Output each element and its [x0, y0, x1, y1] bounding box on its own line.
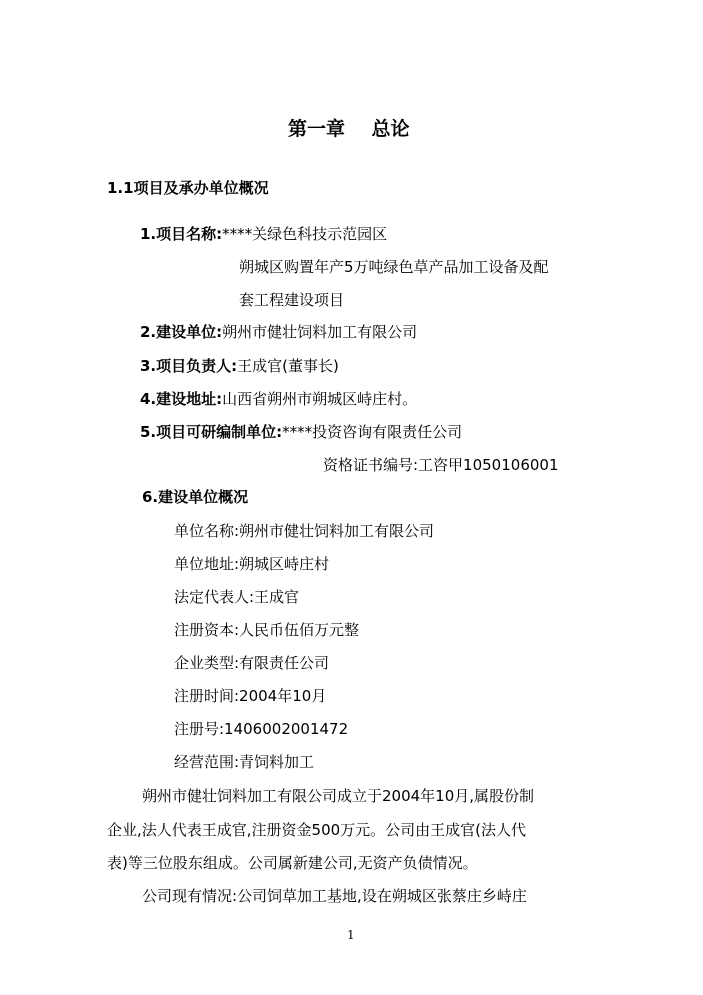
compiler-label: 5.项目可研编制单位: [140, 423, 283, 441]
address-row [140, 389, 417, 409]
address-label: 4.建设地址: [140, 390, 223, 408]
builder-row [140, 322, 417, 342]
page-number: 1 [347, 928, 355, 942]
address-value: 山西省朔州市朔城区峙庄村。 [222, 390, 418, 408]
leader-value: 王成官(董事长) [237, 357, 339, 375]
overview-item: 单位地址:朔城区峙庄村 [174, 555, 330, 573]
certificate-number: 资格证书编号:工咨甲1050106001 [323, 456, 559, 474]
project-name-value: ****关绿色科技示范园区 [222, 225, 388, 243]
paragraph-line: 企业,法人代表王成官,注册资金500万元。公司由王成官(法人代 [107, 821, 527, 839]
leader-label: 3.项目负责人: [140, 357, 238, 375]
project-name-label: 1.项目名称: [140, 225, 223, 243]
paragraph-line: 公司现有情况:公司饲草加工基地,设在朔城区张蔡庄乡峙庄 [142, 887, 527, 905]
compiler-row [140, 422, 462, 442]
builder-value: 朔州市健壮饲料加工有限公司 [222, 323, 418, 341]
paragraph-line: 朔州市健壮饲料加工有限公司成立于2004年10月,属股份制 [142, 787, 535, 805]
section-heading: 1.1项目及承办单位概况 [107, 179, 269, 197]
overview-item: 经营范围:青饲料加工 [174, 753, 315, 771]
compiler-value: ****投资咨询有限责任公司 [282, 423, 463, 441]
overview-item: 注册号:1406002001472 [174, 720, 349, 738]
overview-item: 企业类型:有限责任公司 [174, 654, 330, 672]
project-name-row [140, 224, 387, 244]
project-name-line2: 朔城区购置年产5万吨绿色草产品加工设备及配 [239, 258, 549, 276]
paragraph-line: 表)等三位股东组成。公司属新建公司,无资产负债情况。 [107, 854, 478, 872]
chapter-title: 第一章 总论 [288, 118, 410, 140]
leader-row [140, 356, 339, 376]
overview-item: 单位名称:朔州市健壮饲料加工有限公司 [174, 522, 435, 540]
overview-item: 法定代表人:王成官 [174, 588, 300, 606]
overview-item: 注册资本:人民币伍佰万元整 [174, 621, 360, 639]
project-name-line3: 套工程建设项目 [239, 291, 345, 309]
overview-heading: 6.建设单位概况 [142, 488, 249, 506]
builder-label: 2.建设单位: [140, 323, 223, 341]
overview-item: 注册时间:2004年10月 [174, 687, 327, 705]
